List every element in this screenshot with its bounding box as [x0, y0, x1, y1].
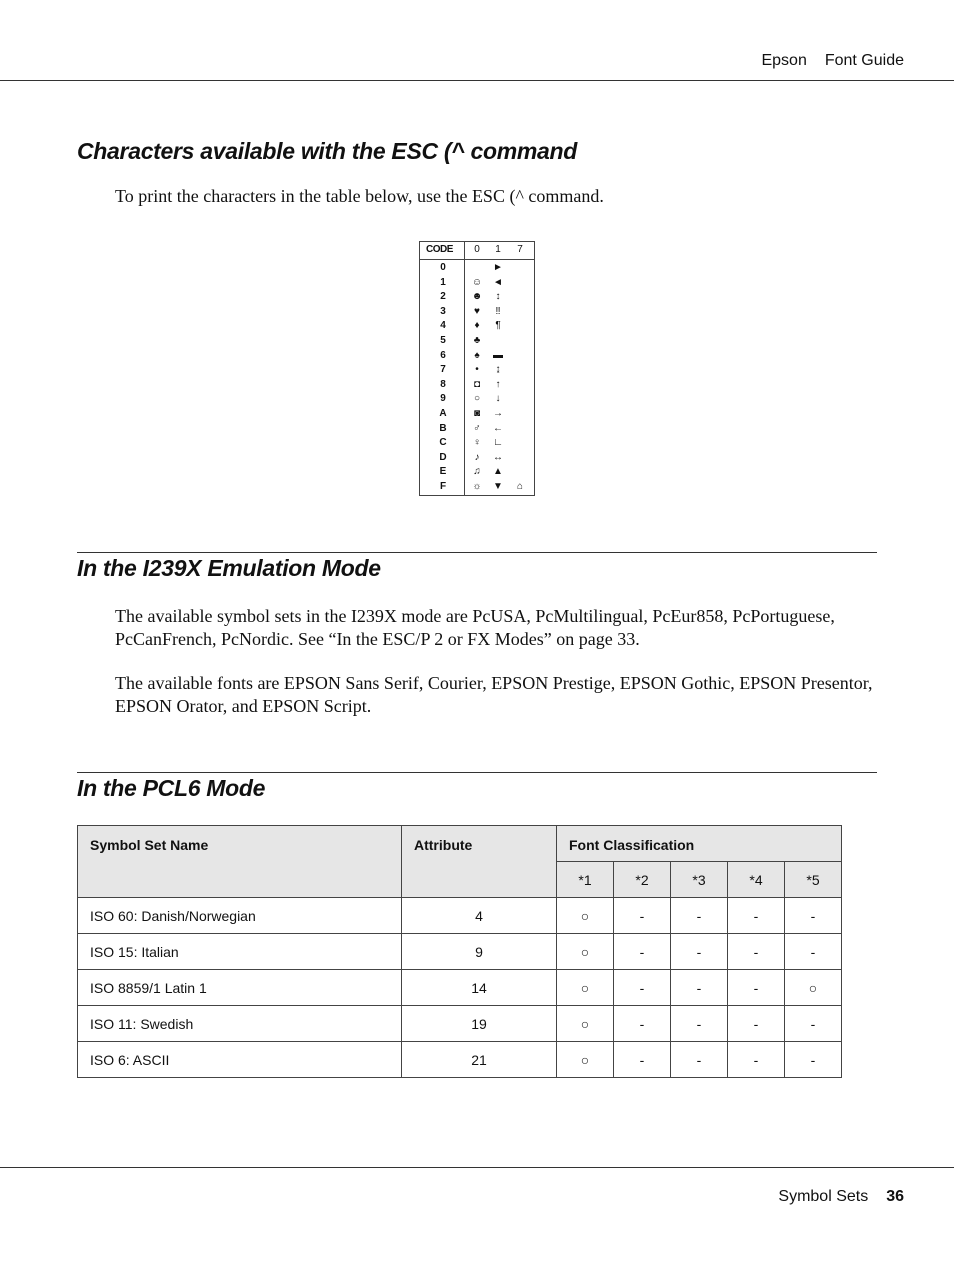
- footer-section: Symbol Sets: [778, 1188, 869, 1205]
- header-font-class-3: *3: [671, 862, 728, 898]
- code-char-glyph: ♥: [474, 305, 480, 317]
- code-row-label: 2: [440, 291, 446, 303]
- header-attribute: Attribute: [402, 826, 557, 898]
- code-column-header: 1: [495, 244, 501, 255]
- section-body-i239x-symbol-sets: The available symbol sets in the I239X mode are PcUSA, PcMultilingual, PcEur858, PcPortuguese, PcCanFrench, PcNordic. See “In the ESC/P 2 or FX Modes” on page 33.: [115, 606, 835, 649]
- code-char-glyph: ☺: [471, 276, 483, 288]
- code-row-label: 0: [440, 262, 446, 273]
- header-rule: [0, 80, 954, 81]
- code-char-glyph: ☼: [472, 481, 482, 492]
- code-chart-header: [420, 242, 534, 260]
- header-doc-title: Font Guide: [824, 52, 904, 69]
- code-char-glyph: ▬: [493, 349, 503, 361]
- code-column-header: 7: [517, 244, 523, 255]
- symbol-set-name: ISO 6: ASCII: [78, 1042, 402, 1078]
- attribute-value: 4: [402, 898, 557, 934]
- attribute-value: 19: [402, 1006, 557, 1042]
- page-header: [761, 52, 904, 70]
- table-row: [78, 934, 842, 970]
- font-class-mark: -: [728, 934, 785, 970]
- section-heading-esc-command: Characters available with the ESC (^ command: [77, 138, 577, 164]
- attribute-value: 14: [402, 970, 557, 1006]
- code-row-label: D: [439, 451, 447, 463]
- code-char-glyph: ◙: [473, 408, 481, 419]
- symbol-set-name: ISO 8859/1 Latin 1: [78, 970, 402, 1006]
- code-column-header: 0: [474, 244, 480, 255]
- code-char-glyph: ☻: [471, 291, 483, 303]
- symbol-set-name: ISO 60: Danish/Norwegian: [78, 898, 402, 934]
- code-char-glyph: ♠: [474, 349, 480, 361]
- code-char-glyph: ◄: [493, 276, 503, 288]
- code-row-label: A: [439, 408, 447, 419]
- header-font-class-1: *1: [557, 862, 614, 898]
- code-row-label: 5: [440, 335, 446, 346]
- section-rule: [77, 772, 877, 773]
- code-row-label: B: [439, 422, 447, 434]
- page-footer: [778, 1188, 904, 1206]
- table-row: [78, 970, 842, 1006]
- font-class-mark: ○: [557, 934, 614, 970]
- font-class-mark: ○: [557, 898, 614, 934]
- code-row-label: 3: [440, 305, 446, 317]
- section-heading-pcl6: In the PCL6 Mode: [77, 775, 266, 801]
- code-char-glyph: ↕: [495, 291, 501, 303]
- attribute-value: 9: [402, 934, 557, 970]
- code-char-glyph: ♦: [474, 320, 480, 332]
- section-body-esc-command: To print the characters in the table below, use the ESC (^ command.: [115, 186, 604, 206]
- code-char-glyph: ◘: [473, 378, 481, 390]
- code-char-glyph: ♫: [473, 466, 481, 478]
- section-rule: [77, 552, 877, 553]
- code-char-glyph: ↔: [493, 451, 503, 463]
- symbol-set-name: ISO 11: Swedish: [78, 1006, 402, 1042]
- font-class-mark: -: [728, 898, 785, 934]
- code-char-glyph: ○: [473, 393, 481, 405]
- code-char-glyph: •: [475, 364, 479, 376]
- footer-rule: [0, 1167, 954, 1168]
- font-class-mark: -: [785, 1006, 842, 1042]
- table-row: [78, 1042, 842, 1078]
- code-chart-divider: [464, 242, 465, 495]
- code-char-glyph: ‼: [495, 305, 501, 317]
- code-label: CODE: [426, 244, 453, 255]
- code-char-glyph: →: [493, 408, 503, 419]
- font-class-mark: ○: [557, 970, 614, 1006]
- code-row-label: E: [439, 466, 447, 478]
- header-brand: Epson: [761, 52, 807, 69]
- font-class-mark: -: [614, 970, 671, 1006]
- code-char-glyph: ▲: [493, 466, 503, 478]
- font-class-mark: -: [614, 1006, 671, 1042]
- code-char-glyph: ♣: [473, 335, 481, 346]
- font-class-mark: -: [785, 1042, 842, 1078]
- section-heading-i239x: In the I239X Emulation Mode: [77, 555, 381, 581]
- code-char-glyph: ↓: [495, 393, 501, 405]
- font-class-mark: -: [728, 970, 785, 1006]
- font-class-mark: ○: [557, 1042, 614, 1078]
- symbol-set-name: ISO 15: Italian: [78, 934, 402, 970]
- code-char-glyph: ↑: [495, 378, 501, 390]
- font-class-mark: -: [671, 1006, 728, 1042]
- page-number: 36: [886, 1188, 904, 1205]
- attribute-value: 21: [402, 1042, 557, 1078]
- character-code-chart: [419, 241, 535, 496]
- font-class-mark: -: [614, 934, 671, 970]
- header-font-classification: Font Classification: [557, 826, 842, 862]
- code-char-glyph: ↨: [495, 364, 501, 376]
- code-row-label: 8: [440, 378, 446, 390]
- code-char-glyph: ♪: [474, 451, 480, 463]
- code-char-glyph: ♂: [473, 422, 481, 434]
- code-char-glyph: ←: [493, 422, 503, 434]
- font-class-mark: -: [614, 898, 671, 934]
- code-row-label: F: [439, 481, 447, 492]
- font-class-mark: -: [671, 1042, 728, 1078]
- code-char-glyph: ⌂: [516, 481, 524, 492]
- font-class-mark: -: [785, 934, 842, 970]
- code-char-glyph: ►: [493, 262, 503, 273]
- section-body-i239x-fonts: The available fonts are EPSON Sans Serif, Courier, EPSON Prestige, EPSON Gothic, EPSON Presentor, EPSON Orator, and EPSON Script.: [115, 673, 873, 716]
- code-row-label: 7: [440, 364, 446, 376]
- header-font-class-5: *5: [785, 862, 842, 898]
- font-class-mark: -: [728, 1042, 785, 1078]
- header-symbol-set-name: Symbol Set Name: [78, 826, 402, 898]
- code-row-label: 9: [440, 393, 446, 405]
- code-row-label: C: [439, 437, 447, 449]
- font-class-mark: -: [671, 970, 728, 1006]
- pcl6-symbol-set-table: [77, 825, 842, 1078]
- font-class-mark: -: [728, 1006, 785, 1042]
- code-char-glyph: ▼: [493, 481, 503, 492]
- header-font-class-2: *2: [614, 862, 671, 898]
- code-row-label: 1: [440, 276, 446, 288]
- code-char-glyph: ¶: [495, 320, 501, 332]
- font-class-mark: -: [671, 898, 728, 934]
- code-row-label: 4: [440, 320, 446, 332]
- font-class-mark: ○: [785, 970, 842, 1006]
- font-class-mark: -: [785, 898, 842, 934]
- font-class-mark: -: [614, 1042, 671, 1078]
- code-char-glyph: ∟: [493, 437, 503, 449]
- font-class-mark: ○: [557, 1006, 614, 1042]
- code-char-glyph: ♀: [473, 437, 481, 449]
- header-font-class-4: *4: [728, 862, 785, 898]
- font-class-mark: -: [671, 934, 728, 970]
- code-row-label: 6: [440, 349, 446, 361]
- table-row: [78, 1006, 842, 1042]
- table-row: [78, 898, 842, 934]
